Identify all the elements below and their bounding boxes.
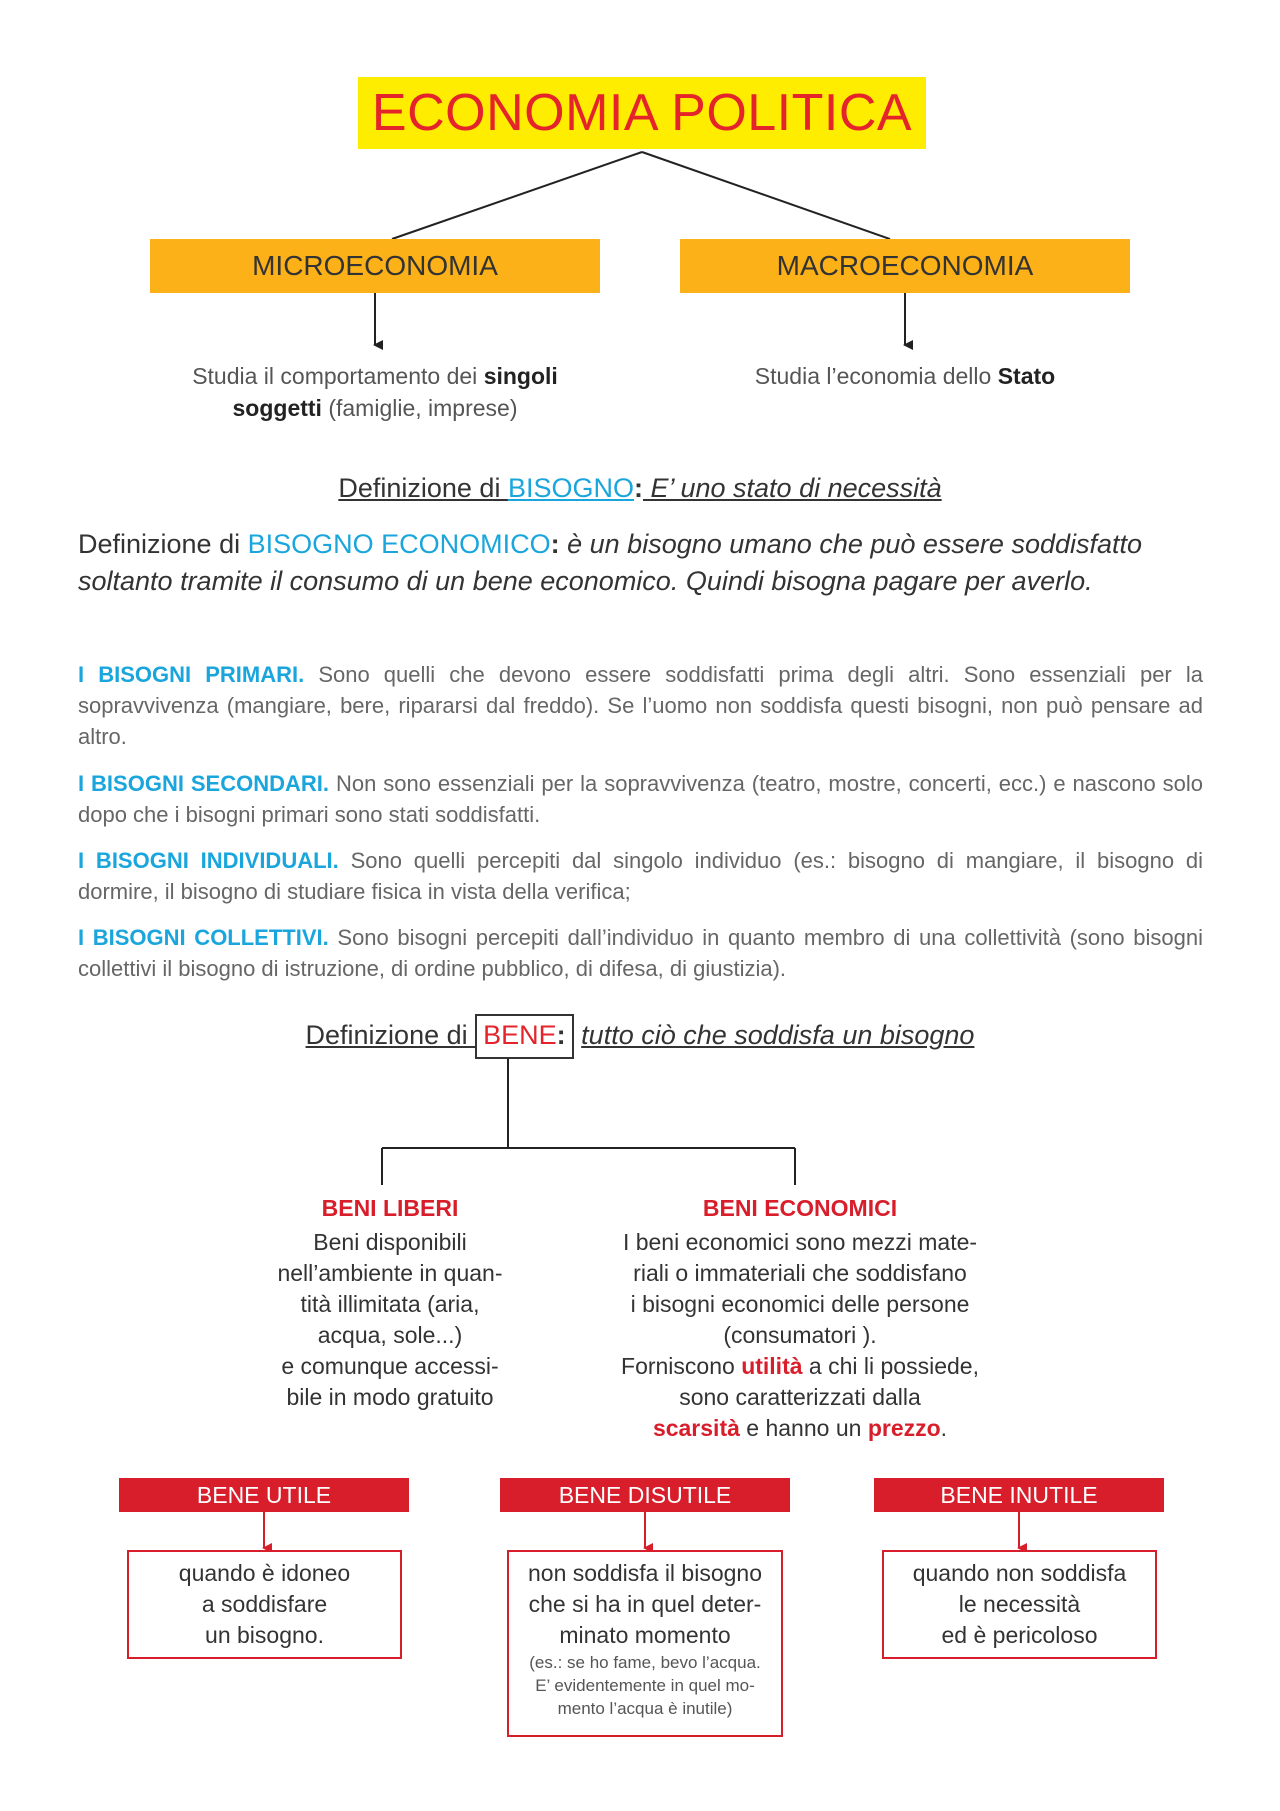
bene-disutile-box: non soddisfa il bisogno che si ha in quel deter- minato momento (es.: se ho fame, bevo l’acqua. E’ evidentemente in quel mo- mento l’acqua è inutile) bbox=[507, 1550, 783, 1737]
beni-economici-heading: BENI ECONOMICI bbox=[702, 1195, 898, 1221]
paragraph-bisogni-individuali: I BISOGNI INDIVIDUALI. Sono quelli percepiti dal singolo individuo (es.: bisogno di mangiare, il bisogno di dormire, il bisogno di studiare fisica in vista della verifica; bbox=[78, 848, 1203, 904]
paragraph-bisogni-secondari: I BISOGNI SECONDARI. Non sono essenziali per la sopravvivenza (teatro, mostre, concerti, ecc.) e nascono solo dopo che i bisogni primari sono stati soddisfatti. bbox=[78, 771, 1204, 827]
bene-inutile-box: quando non soddisfa le necessità ed è pericoloso bbox=[882, 1550, 1157, 1659]
bene-utile-label: BENE UTILE bbox=[119, 1478, 409, 1512]
bene-keyword-box: BENE: bbox=[475, 1014, 574, 1059]
macroeconomia-description: Studia l’economia dello Stato bbox=[754, 363, 1056, 389]
paragraph-bisogni-collettivi: I BISOGNI COLLETTIVI. Sono bisogni percepiti dall’individuo in quanto membro di una collettività (sono bisogni collettivi il bisogno di istruzione, di ordine pubblico, di difesa, di giustizia). bbox=[78, 925, 1203, 981]
beni-liberi-heading: BENI LIBERI bbox=[321, 1195, 459, 1221]
paragraph-bisogni-primari: I BISOGNI PRIMARI. Sono quelli che devono essere soddisfatti prima degli altri. Sono essenziali per la sopravvivenza (mangiare, bere, ripararsi dal freddo). Se l’uomo non soddisfa questi bisogni, non può pensare ad altro. bbox=[78, 662, 1203, 749]
connector-title-macro bbox=[642, 152, 890, 239]
definition-bisogno: Definizione di BISOGNO: E’ uno stato di necessità bbox=[338, 473, 942, 503]
connector-title-micro bbox=[392, 152, 642, 239]
bene-disutile-label: BENE DISUTILE bbox=[500, 1478, 790, 1512]
microeconomia-description: Studia il comportamento dei singoli soggetti (famiglie, imprese) bbox=[192, 363, 558, 421]
beni-economici-text: I beni economici sono mezzi mate- riali o immateriali che soddisfano i bisogni economici delle persone (consumatori ). Forniscono utilità a chi li possiede, sono caratterizzati dalla scarsità e hanno un prezzo. bbox=[621, 1229, 979, 1441]
definition-bisogno-economico: Definizione di BISOGNO ECONOMICO: è un bisogno umano che può essere soddisfatto soltanto tramite il consumo di un bene economico. Quindi bisogna pagare per averlo. bbox=[78, 529, 1143, 596]
page-title: ECONOMIA POLITICA bbox=[358, 77, 926, 149]
definition-bene: Definizione di BENE: tutto ciò che soddisfa un bisogno bbox=[0, 1014, 1280, 1059]
beni-liberi-text: Beni disponibili nell’ambiente in quan- tità illimitata (aria, acqua, sole...) e comunque accessi- bile in modo gratuito bbox=[277, 1229, 503, 1410]
bene-disutile-note: (es.: se ho fame, bevo l’acqua. E’ evidentemente in quel mo- mento l’acqua è inutile) bbox=[529, 1653, 761, 1718]
macroeconomia-box: MACROECONOMIA bbox=[680, 239, 1130, 293]
microeconomia-box: MICROECONOMIA bbox=[150, 239, 600, 293]
bene-utile-box: quando è idoneo a soddisfare un bisogno. bbox=[127, 1550, 402, 1659]
bene-inutile-label: BENE INUTILE bbox=[874, 1478, 1164, 1512]
